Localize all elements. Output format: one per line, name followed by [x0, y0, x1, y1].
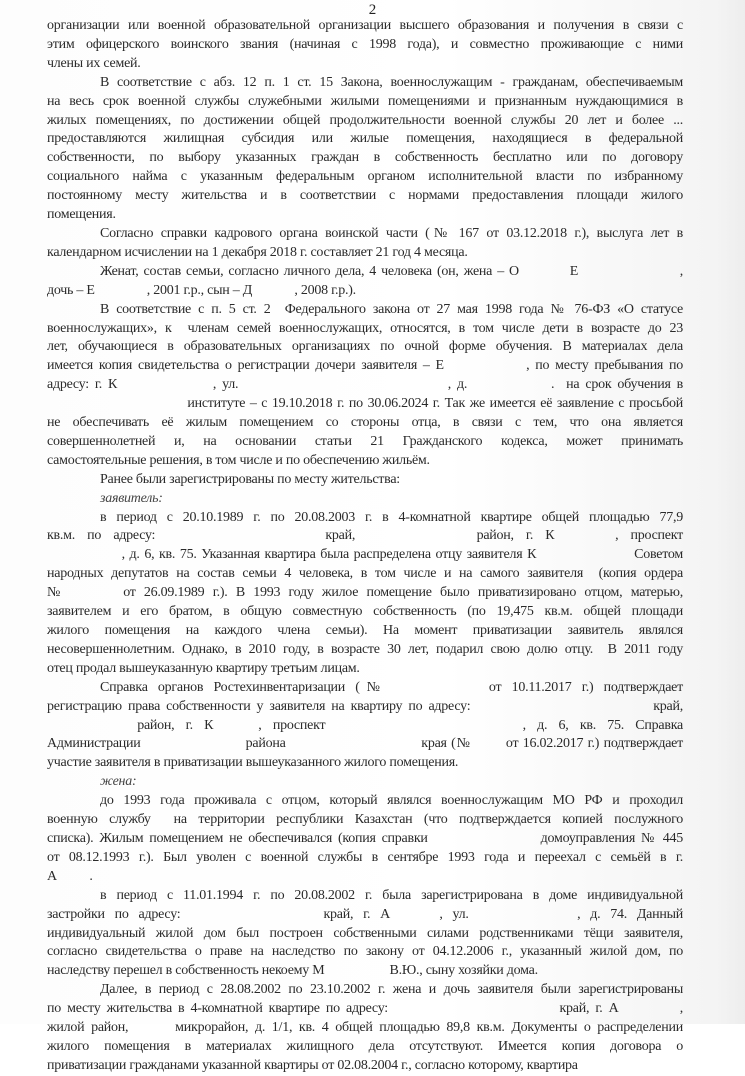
- text-line: дочь – Е , 2001 г.р., сын – Д , 2008 г.р.).: [47, 282, 356, 298]
- text-line: совершеннолетней и, на основании статьи 21 Гражданского кодекса, может принимать: [47, 433, 683, 449]
- text-line: Согласно справки кадрового органа воинской части (№ 167 от 03.12.2018 г.), выслуга лет в: [100, 225, 683, 241]
- text-line: жилого помещения в материалах жилищного дела отсутствуют. Имеется копия договора о: [47, 1038, 683, 1054]
- text-line: регистрацию права собственности у заявителя на квартиру по адресу: край,: [47, 698, 683, 714]
- text-line: в период с 20.10.1989 г. по 20.08.2003 г. в 4-комнатной квартире общей площадью 77,9: [100, 509, 683, 525]
- text-line: организации или военной образовательной организации высшего образования и получения в связи с: [47, 18, 683, 33]
- paragraph: [47, 509, 683, 679]
- text-line: адресу: г. К , ул. , д. . на срок обучения в: [47, 377, 683, 393]
- text-line: жена:: [100, 774, 137, 790]
- text-line: не обеспечивать её жилым помещением со стороны отца, в связи с тем, что она является: [47, 415, 683, 431]
- paragraph: [47, 225, 683, 263]
- text-line: кв.м. по адресу: край, район, г. К , проспект: [47, 528, 683, 544]
- text-line: приватизации гражданами указанной квартиры от 02.08.2004 г., согласно которому, квартира: [47, 1057, 578, 1073]
- text-line: отец продал вышеуказанную квартиру третьим лицам.: [47, 660, 360, 676]
- text-line: жилых помещениях, по достижении общей продолжительности военной службы 20 лет и более ...: [47, 112, 683, 128]
- section-label: [47, 773, 683, 792]
- text-line: жилого помещения на каждого члена семьи). На момент приватизации заявитель являлся: [47, 623, 683, 638]
- text-line: Женат, состав семьи, согласно личного дела, 4 человека (он, жена – О Е ,: [100, 263, 683, 279]
- text-line: военную службу на территории республики Казахстан (что подтверждается копией послужного: [47, 812, 683, 828]
- text-line: В соответствие с абз. 12 п. 1 ст. 15 Закона, военнослужащим - гражданам, обеспечиваемым: [100, 74, 683, 90]
- text-line: до 1993 года проживала с отцом, который являлся военнослужащим МО РФ и проходил: [100, 793, 683, 809]
- document-body: [47, 17, 683, 1076]
- text-line: А .: [47, 868, 93, 884]
- text-line: самостоятельные решения, в том числе и по обеспечению жильём.: [47, 452, 430, 468]
- text-line: имеется копия свидетельства о регистрации дочери заявителя – Е , по месту пребывания по: [47, 358, 683, 374]
- text-line: институте – с 19.10.2018 г. по 30.06.2024 г. Так же имеется её заявление с просьбой: [47, 396, 684, 412]
- text-line: несовершеннолетним. Однако, в 2010 году, в возрасте 30 лет, подарил свою долю отцу. В 2011 году: [47, 641, 683, 657]
- text-line: на весь срок военной службы служебными жилыми помещениями и признанным нуждающимися в: [47, 93, 683, 109]
- paragraph: [47, 887, 683, 982]
- paragraph: [47, 792, 683, 887]
- text-line: согласно свидетельства о праве на наследство по закону от 04.12.2006 г., указанный жилой дом, по: [47, 944, 683, 960]
- paragraph: [47, 679, 683, 774]
- text-line: Справка органов Ростехинвентаризации (№ от 10.11.2017 г.) подтверждает: [100, 679, 683, 695]
- text-line: списка). Жилым помещением не обеспечивался (копия справки домоуправления № 445: [47, 830, 683, 846]
- text-line: социального найма с указанным федеральным органом исполнительной власти по избранному: [47, 169, 683, 185]
- text-line: Далее, в период с 28.08.2002 по 23.10.2002 г. жена и дочь заявителя были зарегистрированы: [100, 982, 683, 998]
- paragraph: [47, 17, 683, 74]
- text-line: в период с 11.01.1994 г. по 20.08.2002 г. была зарегистрирована в доме индивидуальной: [100, 887, 683, 903]
- text-line: лет, обучающиеся в образовательных организациях по очной форме обучения. В материалах дела: [47, 339, 683, 355]
- text-line: этим офицерского воинского звания (начиная с 1998 года), и совместно проживающие с ними: [47, 36, 683, 52]
- text-line: помещения.: [47, 207, 116, 223]
- text-line: военнослужащих», к членам семей военнослужащих, относятся, в том числе дети в возрасте до 23: [47, 320, 683, 336]
- text-line: предоставляются жилищная субсидия или жилые помещения, находящиеся в федеральной: [47, 131, 683, 147]
- paragraph: [47, 301, 683, 471]
- section-label: [47, 490, 683, 509]
- text-line: по месту жительства в 4-комнатной квартире по адресу: край, г. А ,: [47, 1001, 683, 1017]
- text-line: заявителем и его братом, в общую совместную собственность (по 19,475 кв.м. общей площади: [47, 604, 683, 620]
- text-line: народных депутатов на состав семьи 4 человека, в том числе и на самого заявителя (копия ордера: [47, 566, 683, 582]
- text-line: заявитель:: [100, 490, 163, 506]
- text-line: , д. 6, кв. 75. Указанная квартира была распределена отцу заявителя К Советом: [47, 547, 683, 563]
- text-line: № от 26.09.1989 г.). В 1993 году жилое помещение было приватизировано отцом, матерью,: [47, 585, 683, 601]
- text-line: члены их семей.: [47, 55, 141, 71]
- paragraph: [47, 74, 683, 225]
- paragraph: [47, 471, 683, 490]
- paragraph: [47, 263, 683, 301]
- text-line: застройки по адресу: край, г. А , ул. , д. 74. Данный: [47, 906, 683, 922]
- text-line: Ранее были зарегистрированы по месту жительства:: [100, 471, 400, 487]
- text-line: от 08.12.1993 г.). Был уволен с военной службы в сентябре 1993 года и переехал с семьёй в г.: [47, 849, 683, 865]
- text-line: индивидуальный жилой дом был построен собственными силами родственниками тёщи заявителя,: [47, 925, 683, 941]
- text-line: район, г. К , проспект , д. 6, кв. 75. Справка: [47, 717, 683, 733]
- text-line: жилой район, микрорайон, д. 1/1, кв. 4 общей площадью 89,8 кв.м. Документы о распределении: [47, 1020, 683, 1036]
- text-line: участие заявителя в приватизации вышеуказанного жилого помещения.: [47, 755, 459, 771]
- text-line: постоянному месту жительства и в соответствии с нормами предоставления площади жилого: [47, 188, 683, 204]
- text-line: наследству перешел в собственность некоему М В.Ю., сыну хозяйки дома.: [47, 963, 538, 979]
- page-number: 2: [368, 2, 377, 18]
- text-line: календарном исчислении на 1 декабря 2018 г. составляет 21 год 4 месяца.: [47, 244, 468, 260]
- text-line: В соответствие с п. 5 ст. 2 Федерального закона от 27 мая 1998 года № 76-ФЗ «О статусе: [100, 301, 683, 317]
- text-line: собственности, по выбору указанных граждан в собственность бесплатно или по договору: [47, 150, 683, 166]
- paragraph: [47, 981, 683, 1076]
- text-line: Администрации района края (№ от 16.02.2017 г.) подтверждает: [47, 736, 683, 752]
